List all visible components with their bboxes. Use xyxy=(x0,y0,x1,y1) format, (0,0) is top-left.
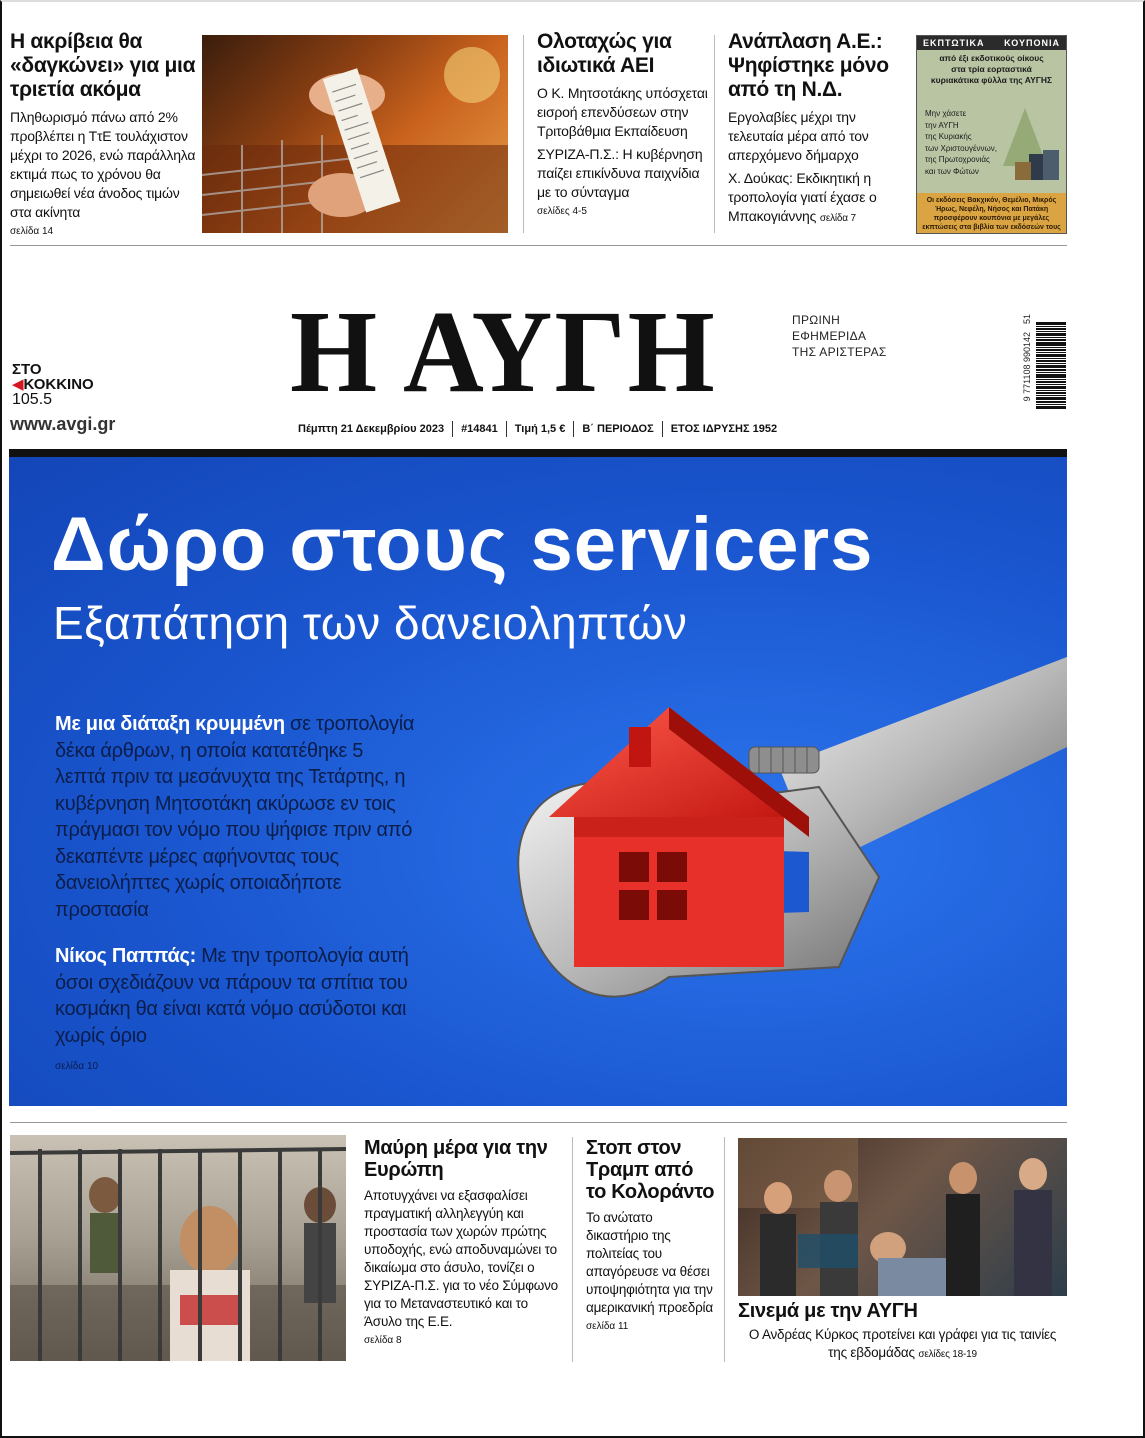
teaser-universities-body2: ΣΥΡΙΖΑ-Π.Σ.: Η κυβέρνηση παίζει επικίνδυνα παιχνίδια με το σύνταγμα xyxy=(537,146,703,200)
teaser-trump-page: σελίδα 11 xyxy=(586,1321,629,1332)
teaser-cinema-headline: Σινεμά με την ΑΥΓΗ xyxy=(738,1300,918,1322)
teaser-cinema-body-text: Ο Ανδρέας Κύρκος προτείνει και γράφει για τις ταινίες της εβδομάδας xyxy=(748,1327,1057,1360)
teaser-private-universities[interactable] xyxy=(537,30,709,217)
teaser-inflation-headline: Η ακρίβεια θα «δαγκώνει» για μια τριετία ακόμα xyxy=(10,30,196,101)
radio-line1: ΣΤΟ xyxy=(12,361,42,378)
promo-intro xyxy=(917,53,1066,86)
teaser-anaplasi-body1: Εργολαβίες μέχρι την τελευταία μέρα από τον απερχόμενο δήμαρχο xyxy=(728,109,869,163)
promo-line3: κυριακάτικα φύλλα της ΑΥΓΗΣ xyxy=(930,75,1053,85)
radio-logo-sto-kokkino[interactable] xyxy=(12,362,94,407)
hero-quote-paragraph xyxy=(55,943,415,1049)
bottom-section-rule xyxy=(10,1122,1067,1123)
top-section-rule xyxy=(10,245,1067,246)
radio-frequency: 105.5 xyxy=(12,391,53,408)
teaser-universities-page: σελίδες 4-5 xyxy=(537,206,587,217)
teaser-anaplasi-body2 xyxy=(728,169,908,228)
info-divider xyxy=(452,421,453,437)
radio-line2: ΚΟΚΚΙΝΟ xyxy=(23,376,94,393)
teaser-inflation-page: σελίδα 14 xyxy=(10,226,54,237)
teaser-anaplasi-headline: Ανάπλαση Α.Ε.: Ψηφίστηκε μόνο από τη Ν.Δ. xyxy=(728,30,889,101)
teaser-europe[interactable] xyxy=(364,1137,560,1346)
teaser-anaplasi[interactable] xyxy=(728,30,908,228)
masthead-tagline xyxy=(792,312,887,360)
teaser-trump-headline: Στοπ στον Τραμπ από το Κολοράντο xyxy=(586,1137,715,1203)
teaser-europe-headline: Μαύρη μέρα για την Ευρώπη xyxy=(364,1137,548,1181)
issue-date: Πέμπτη 21 Δεκεμβρίου 2023 xyxy=(298,423,445,435)
hero-lead-text: σε τροπολογία δέκα άρθρων, η οποία κατατέθηκε 5 λεπτά πριν τα μεσάνυχτα της Τετάρτης, η κυβέρνηση Μητσοτάκη ακύρωσε εν τοις πράγμασι τον νόμο που ψήφισε πριν από δεκαπέντε μέρες αφήνοντας τους δανειολήπτες χωρίς οποιαδήποτε προστασία xyxy=(55,713,415,921)
teaser-cinema-body xyxy=(738,1326,1067,1364)
hero-subheadline: Εξαπάτηση των δανειοληπτών xyxy=(53,597,688,649)
radio-arrow-icon: ◀ xyxy=(12,376,24,393)
info-divider xyxy=(573,421,574,437)
teaser-cinema-page: σελίδες 18-19 xyxy=(918,1349,977,1360)
promo-side-text xyxy=(925,108,997,177)
teaser-universities-headline: Ολοταχώς για ιδιωτικά ΑΕΙ xyxy=(537,30,672,77)
teaser-inflation[interactable] xyxy=(10,30,198,237)
issue-number: #14841 xyxy=(461,423,498,435)
promo-header xyxy=(917,36,1066,50)
issue-price: Τιμή 1,5 € xyxy=(514,423,566,435)
founding-year: ΕΤΟΣ ΙΔΡΥΣΗΣ 1952 xyxy=(670,423,778,435)
info-divider xyxy=(506,421,507,437)
promo-footer: Οι εκδόσεις Βακχικόν, Θεμέλιο, Μικρός Ήρως, Νεφέλη, Νήσος και Πατάκη προσφέρουν κουπόνια με μεγάλες εκπτώσεις στα βιβλία των εκδόσεών τους xyxy=(917,193,1066,233)
issue-period: Β΄ ΠΕΡΙΟΔΟΣ xyxy=(582,423,654,435)
camp-fence-illustration xyxy=(10,1135,346,1361)
column-divider xyxy=(523,35,524,233)
receipt-illustration xyxy=(202,35,508,233)
promo-coupons-box[interactable] xyxy=(916,35,1067,234)
teaser-universities-body1: Ο Κ. Μητσοτάκης υπόσχεται εισροή επενδύσεων στην Τριτοβάθμια Εκπαίδευση xyxy=(537,85,708,139)
hero-main-story[interactable] xyxy=(9,449,1067,1106)
teaser-trump-colorado[interactable] xyxy=(586,1137,716,1332)
barcode-icon xyxy=(1036,322,1066,427)
teaser-anaplasi-page: σελίδα 7 xyxy=(819,213,856,224)
hero-headline: Δώρο στους servicers xyxy=(51,502,874,587)
teaser-trump-body: Το ανώτατο δικαστήριο της πολιτείας του απαγόρευσε να θέσει υποψηφιότητα για την αμερικανική προεδρία xyxy=(586,1210,713,1315)
promo-side1: Μην χάσετε xyxy=(925,109,967,118)
promo-tag-coupons: ΚΟΥΠΟΝΙΑ xyxy=(1004,38,1060,48)
wrench-house-illustration xyxy=(479,637,1067,1097)
column-divider xyxy=(714,35,715,233)
promo-side4: των Χριστουγέννων, xyxy=(925,143,998,153)
masthead-title: Η ΑΥΓΗ xyxy=(290,286,717,418)
photo-migrant-camp xyxy=(10,1135,346,1361)
promo-tag-discounts: ΕΚΠΤΩΤΙΚΑ xyxy=(923,38,985,48)
teaser-europe-body: Αποτυγχάνει να εξασφαλίσει πραγματική αλληλεγγύη και προστασία των χωρών πρώτης υποδοχής, ενώ αποδυναμώνει το δικαίωμα στο άσυλο, τονίζει ο ΣΥΡΙΖΑ-Π.Σ. για το νέο Σύμφωνο για το Μεταναστευτικό και το Άσυλο της Ε.Ε. xyxy=(364,1188,558,1329)
teaser-europe-page: σελίδα 8 xyxy=(364,1335,402,1346)
photo-cinema-scene xyxy=(738,1138,1067,1296)
info-divider xyxy=(662,421,663,437)
promo-side5: της Πρωτοχρονιάς xyxy=(925,155,990,164)
promo-line1: από έξι εκδοτικούς οίκους xyxy=(939,53,1044,63)
website-link[interactable]: www.avgi.gr xyxy=(10,414,116,434)
barcode-extension: 51 xyxy=(1022,314,1032,325)
masthead-info-bar xyxy=(298,421,777,437)
hero-lead-paragraph xyxy=(55,711,415,923)
teaser-anaplasi-body2-text: Χ. Δούκας: Εκδικητική η τροπολογία γιατί έχασε ο Μπακογιάννης xyxy=(728,170,877,224)
promo-side2: την ΑΥΓΗ xyxy=(925,120,959,130)
column-divider xyxy=(724,1137,725,1362)
cinema-scene-illustration xyxy=(738,1138,1067,1296)
teaser-cinema[interactable] xyxy=(738,1300,1067,1364)
books-tree-icon xyxy=(995,106,1065,186)
hero-quote-speaker: Νίκος Παππάς: xyxy=(55,945,196,967)
promo-side6: και των Φώτων xyxy=(925,166,979,176)
promo-side3: της Κυριακής xyxy=(925,132,972,141)
tagline-line1: ΠΡΩΙΝΗ xyxy=(792,313,841,327)
hero-lead-bold: Με μια διάταξη κρυμμένη xyxy=(55,713,285,735)
hero-quote-text: Με την τροπολογία αυτή όσοι σχεδιάζουν να πάρουν τα σπίτια του κοσμάκη θα είναι κατά νόμο ασύδοτοι και χωρίς όριο xyxy=(55,945,409,1047)
photo-receipt-supermarket xyxy=(202,35,508,233)
tagline-line3: ΤΗΣ ΑΡΙΣΤΕΡΑΣ xyxy=(792,345,887,359)
barcode-number: 9 771108 990142 xyxy=(1022,332,1032,402)
teaser-inflation-body: Πληθωρισμό πάνω από 2% προβλέπει η ΤτΕ τουλάχιστον μέχρι το 2026, ενώ παράλληλα εκτιμά πως το χρόνου θα σημειωθεί νέα άνοδος τιμών στα ακίνητα xyxy=(10,109,196,220)
hero-page-ref: σελίδα 10 xyxy=(55,1061,99,1072)
tagline-line2: ΕΦΗΜΕΡΙΔΑ xyxy=(792,329,867,343)
column-divider xyxy=(572,1137,573,1362)
promo-line2: στα τρία εορταστικά xyxy=(951,64,1032,74)
